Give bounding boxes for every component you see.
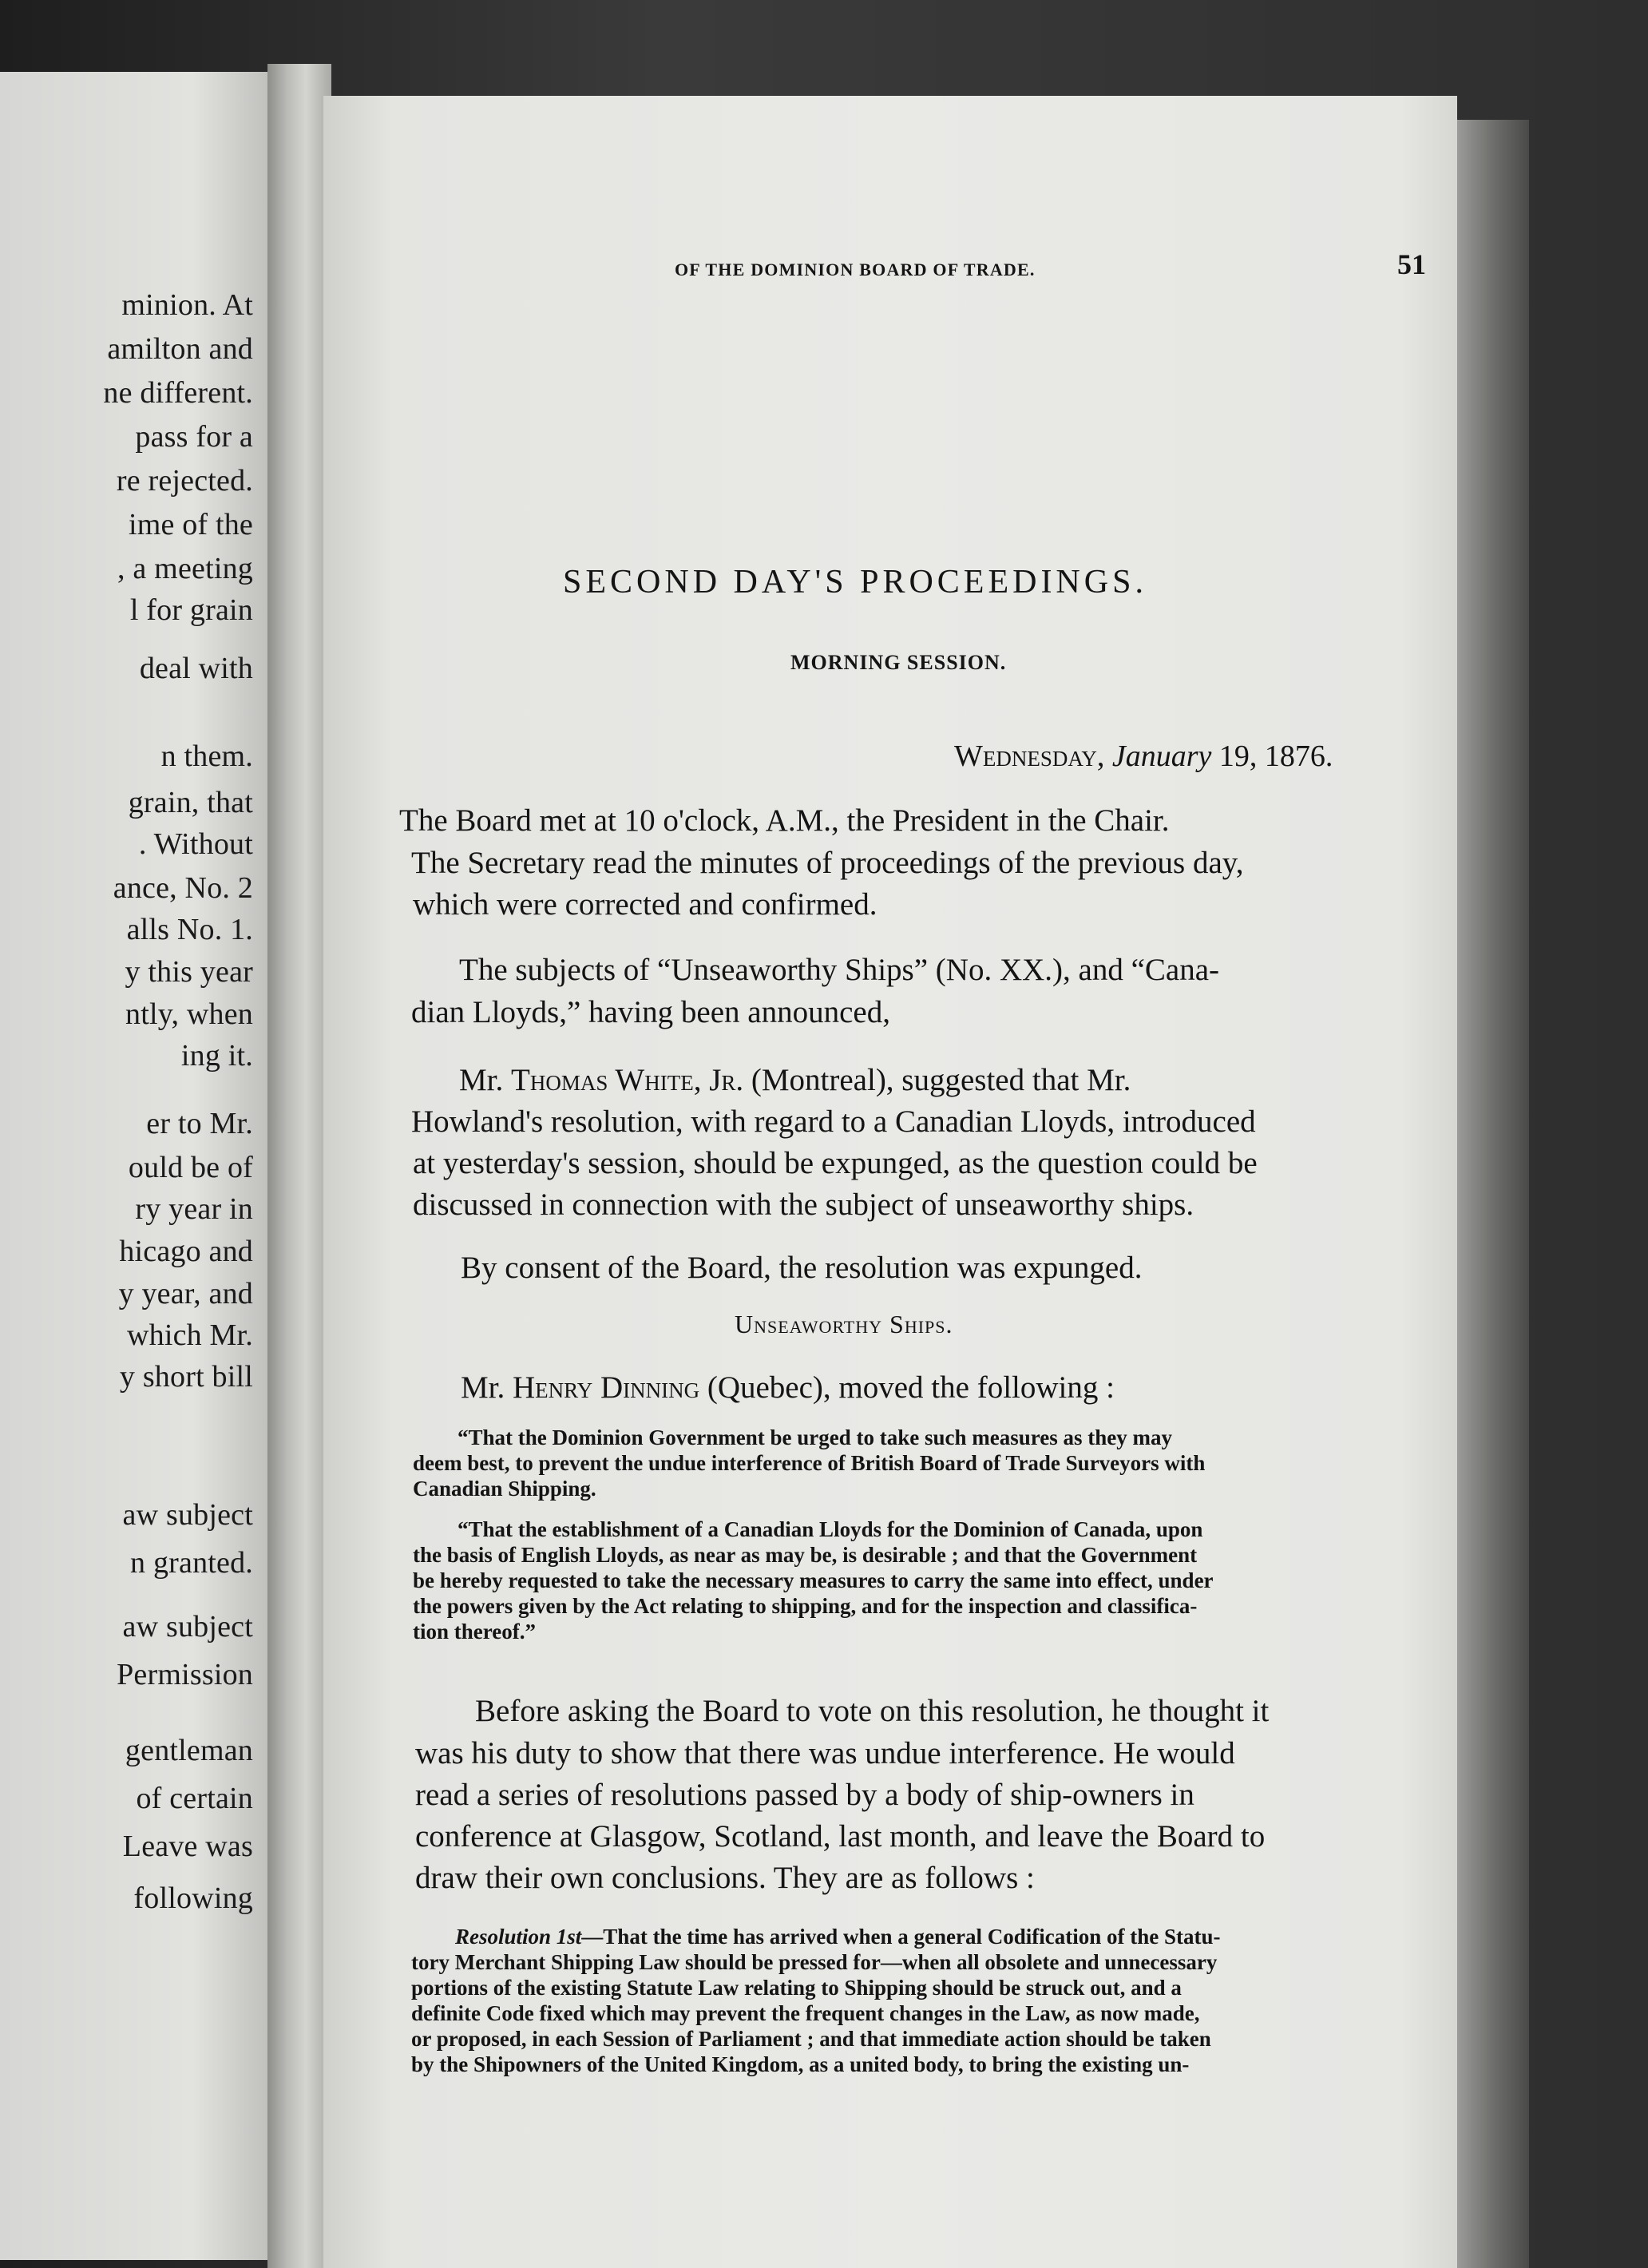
resolution-line xyxy=(455,1925,1221,1949)
paragraph-line xyxy=(461,1370,1115,1406)
paragraph-line: at yesterday's session, should be expunged, as the question could be xyxy=(413,1146,1258,1180)
left-page-line: ing it. xyxy=(180,1039,253,1073)
resolution-line: definite Code fixed which may prevent the frequent changes in the Law, as now made, xyxy=(411,2001,1200,2025)
paragraph-line: Before asking the Board to vote on this resolution, he thought it xyxy=(475,1694,1270,1728)
left-page-line: pass for a xyxy=(135,420,253,454)
paragraph-line: draw their own conclusions. They are as follows : xyxy=(415,1861,1035,1895)
resolution-label: Resolution 1st xyxy=(455,1925,582,1949)
date-day: Wednesday, xyxy=(954,739,1105,773)
quote-line: “That the establishment of a Canadian Lloyds for the Dominion of Canada, upon xyxy=(458,1517,1203,1541)
left-page-line: ry year in xyxy=(135,1192,253,1226)
session-date xyxy=(954,739,1333,774)
speaker-prefix: Mr. xyxy=(459,1063,512,1097)
left-page-line: of certain xyxy=(136,1782,253,1815)
session-subtitle: MORNING SESSION. xyxy=(790,651,1007,674)
resolution-line: tory Merchant Shipping Law should be pressed for—when all obsolete and unnecessary xyxy=(411,1950,1218,1974)
quote-line: “That the Dominion Government be urged to take such measures as they may xyxy=(458,1425,1172,1449)
book-gutter xyxy=(267,64,331,2268)
left-page-line: aw subject xyxy=(122,1610,253,1644)
paragraph-line: dian Lloyds,” having been announced, xyxy=(411,995,890,1029)
left-page-line: n granted. xyxy=(130,1546,253,1580)
paragraph-line: conference at Glasgow, Scotland, last month, and leave the Board to xyxy=(415,1819,1266,1854)
left-page-line: hicago and xyxy=(119,1235,253,1268)
left-page-line: alls No. 1. xyxy=(126,913,253,946)
quote-line: the basis of English Lloyds, as near as may be, is desirable ; and that the Government xyxy=(413,1543,1198,1567)
left-page-line: amilton and xyxy=(107,332,253,366)
paragraph-line xyxy=(459,1062,1131,1098)
paragraph-line: By consent of the Board, the resolution was expunged. xyxy=(461,1251,1143,1285)
left-page-line: re rejected. xyxy=(116,464,253,498)
left-page-line: , a meeting xyxy=(117,552,253,585)
paragraph-line: The Secretary read the minutes of proceedings of the previous day, xyxy=(411,846,1244,880)
section-heading: Unseaworthy Ships. xyxy=(735,1310,953,1338)
left-page-line: Permission xyxy=(117,1658,253,1691)
quote-line: deem best, to prevent the undue interference of British Board of Trade Surveyors with xyxy=(413,1451,1206,1475)
date-rest: 19, 1876. xyxy=(1218,739,1333,773)
resolution-line: by the Shipowners of the United Kingdom, as a united body, to bring the existing un- xyxy=(411,2052,1190,2076)
left-page-line: which Mr. xyxy=(126,1318,253,1352)
left-page-line: . Without xyxy=(138,827,253,861)
left-page-line: aw subject xyxy=(122,1498,253,1532)
speaker-prefix: Mr. xyxy=(461,1370,513,1405)
running-header: OF THE DOMINION BOARD OF TRADE. xyxy=(675,260,1036,280)
paragraph-line: The subjects of “Unseaworthy Ships” (No. XX.), and “Cana- xyxy=(459,953,1219,987)
left-page-line: l for grain xyxy=(129,593,253,627)
quote-line: tion thereof.” xyxy=(413,1620,536,1644)
page-title: SECOND DAY'S PROCEEDINGS. xyxy=(563,564,1147,601)
paragraph-line: Howland's resolution, with regard to a Canadian Lloyds, introduced xyxy=(411,1104,1256,1139)
paragraph-line: which were corrected and confirmed. xyxy=(413,887,877,922)
left-page-line: ance, No. 2 xyxy=(113,871,253,905)
quote-line: Canadian Shipping. xyxy=(413,1477,596,1501)
left-page-line: minion. At xyxy=(121,288,253,322)
left-page-line: following xyxy=(133,1881,253,1915)
left-facing-page xyxy=(0,72,275,2260)
speaker-name: Henry Dinning xyxy=(513,1370,700,1405)
paragraph-line: read a series of resolutions passed by a body of ship-owners in xyxy=(415,1778,1194,1812)
resolution-line: portions of the existing Statute Law relating to Shipping should be struck out, and a xyxy=(411,1976,1182,2000)
left-page-line: ntly, when xyxy=(125,997,253,1031)
left-page-line: deal with xyxy=(139,652,253,685)
page-stack-edge xyxy=(1457,120,1529,2268)
resolution-text: —That the time has arrived when a general Codification of the Statu- xyxy=(581,1925,1221,1949)
left-page-line: ime of the xyxy=(128,508,253,541)
left-page-line: n them. xyxy=(160,739,253,773)
paragraph-line: discussed in connection with the subject of unseaworthy ships. xyxy=(413,1188,1194,1222)
quote-line: be hereby requested to take the necessary measures to carry the same into effect, under xyxy=(413,1568,1214,1592)
left-page-line: ne different. xyxy=(103,376,253,410)
left-page-line: y this year xyxy=(125,955,253,989)
left-page-line: grain, that xyxy=(128,786,253,819)
page-number: 51 xyxy=(1397,248,1426,280)
left-page-line: ould be of xyxy=(128,1151,253,1184)
speaker-name: Thomas White, Jr. xyxy=(511,1063,744,1097)
left-page-line: y year, and xyxy=(118,1277,253,1310)
paragraph-text: (Montreal), suggested that Mr. xyxy=(743,1063,1131,1097)
resolution-line: or proposed, in each Session of Parliament ; and that immediate action should be taken xyxy=(411,2027,1211,2051)
paragraph-text: (Quebec), moved the following : xyxy=(699,1370,1115,1405)
left-page-line: y short bill xyxy=(119,1360,253,1394)
paragraph-line: The Board met at 10 o'clock, A.M., the President in the Chair. xyxy=(399,803,1170,838)
left-page-line: gentleman xyxy=(125,1734,253,1767)
quote-line: the powers given by the Act relating to shipping, and for the inspection and classifica- xyxy=(413,1594,1198,1618)
main-page xyxy=(323,96,1457,2268)
paragraph-line: was his duty to show that there was undue interference. He would xyxy=(415,1736,1235,1770)
left-page-line: Leave was xyxy=(122,1830,253,1863)
date-month: January xyxy=(1111,739,1212,773)
left-page-line: er to Mr. xyxy=(146,1107,253,1140)
